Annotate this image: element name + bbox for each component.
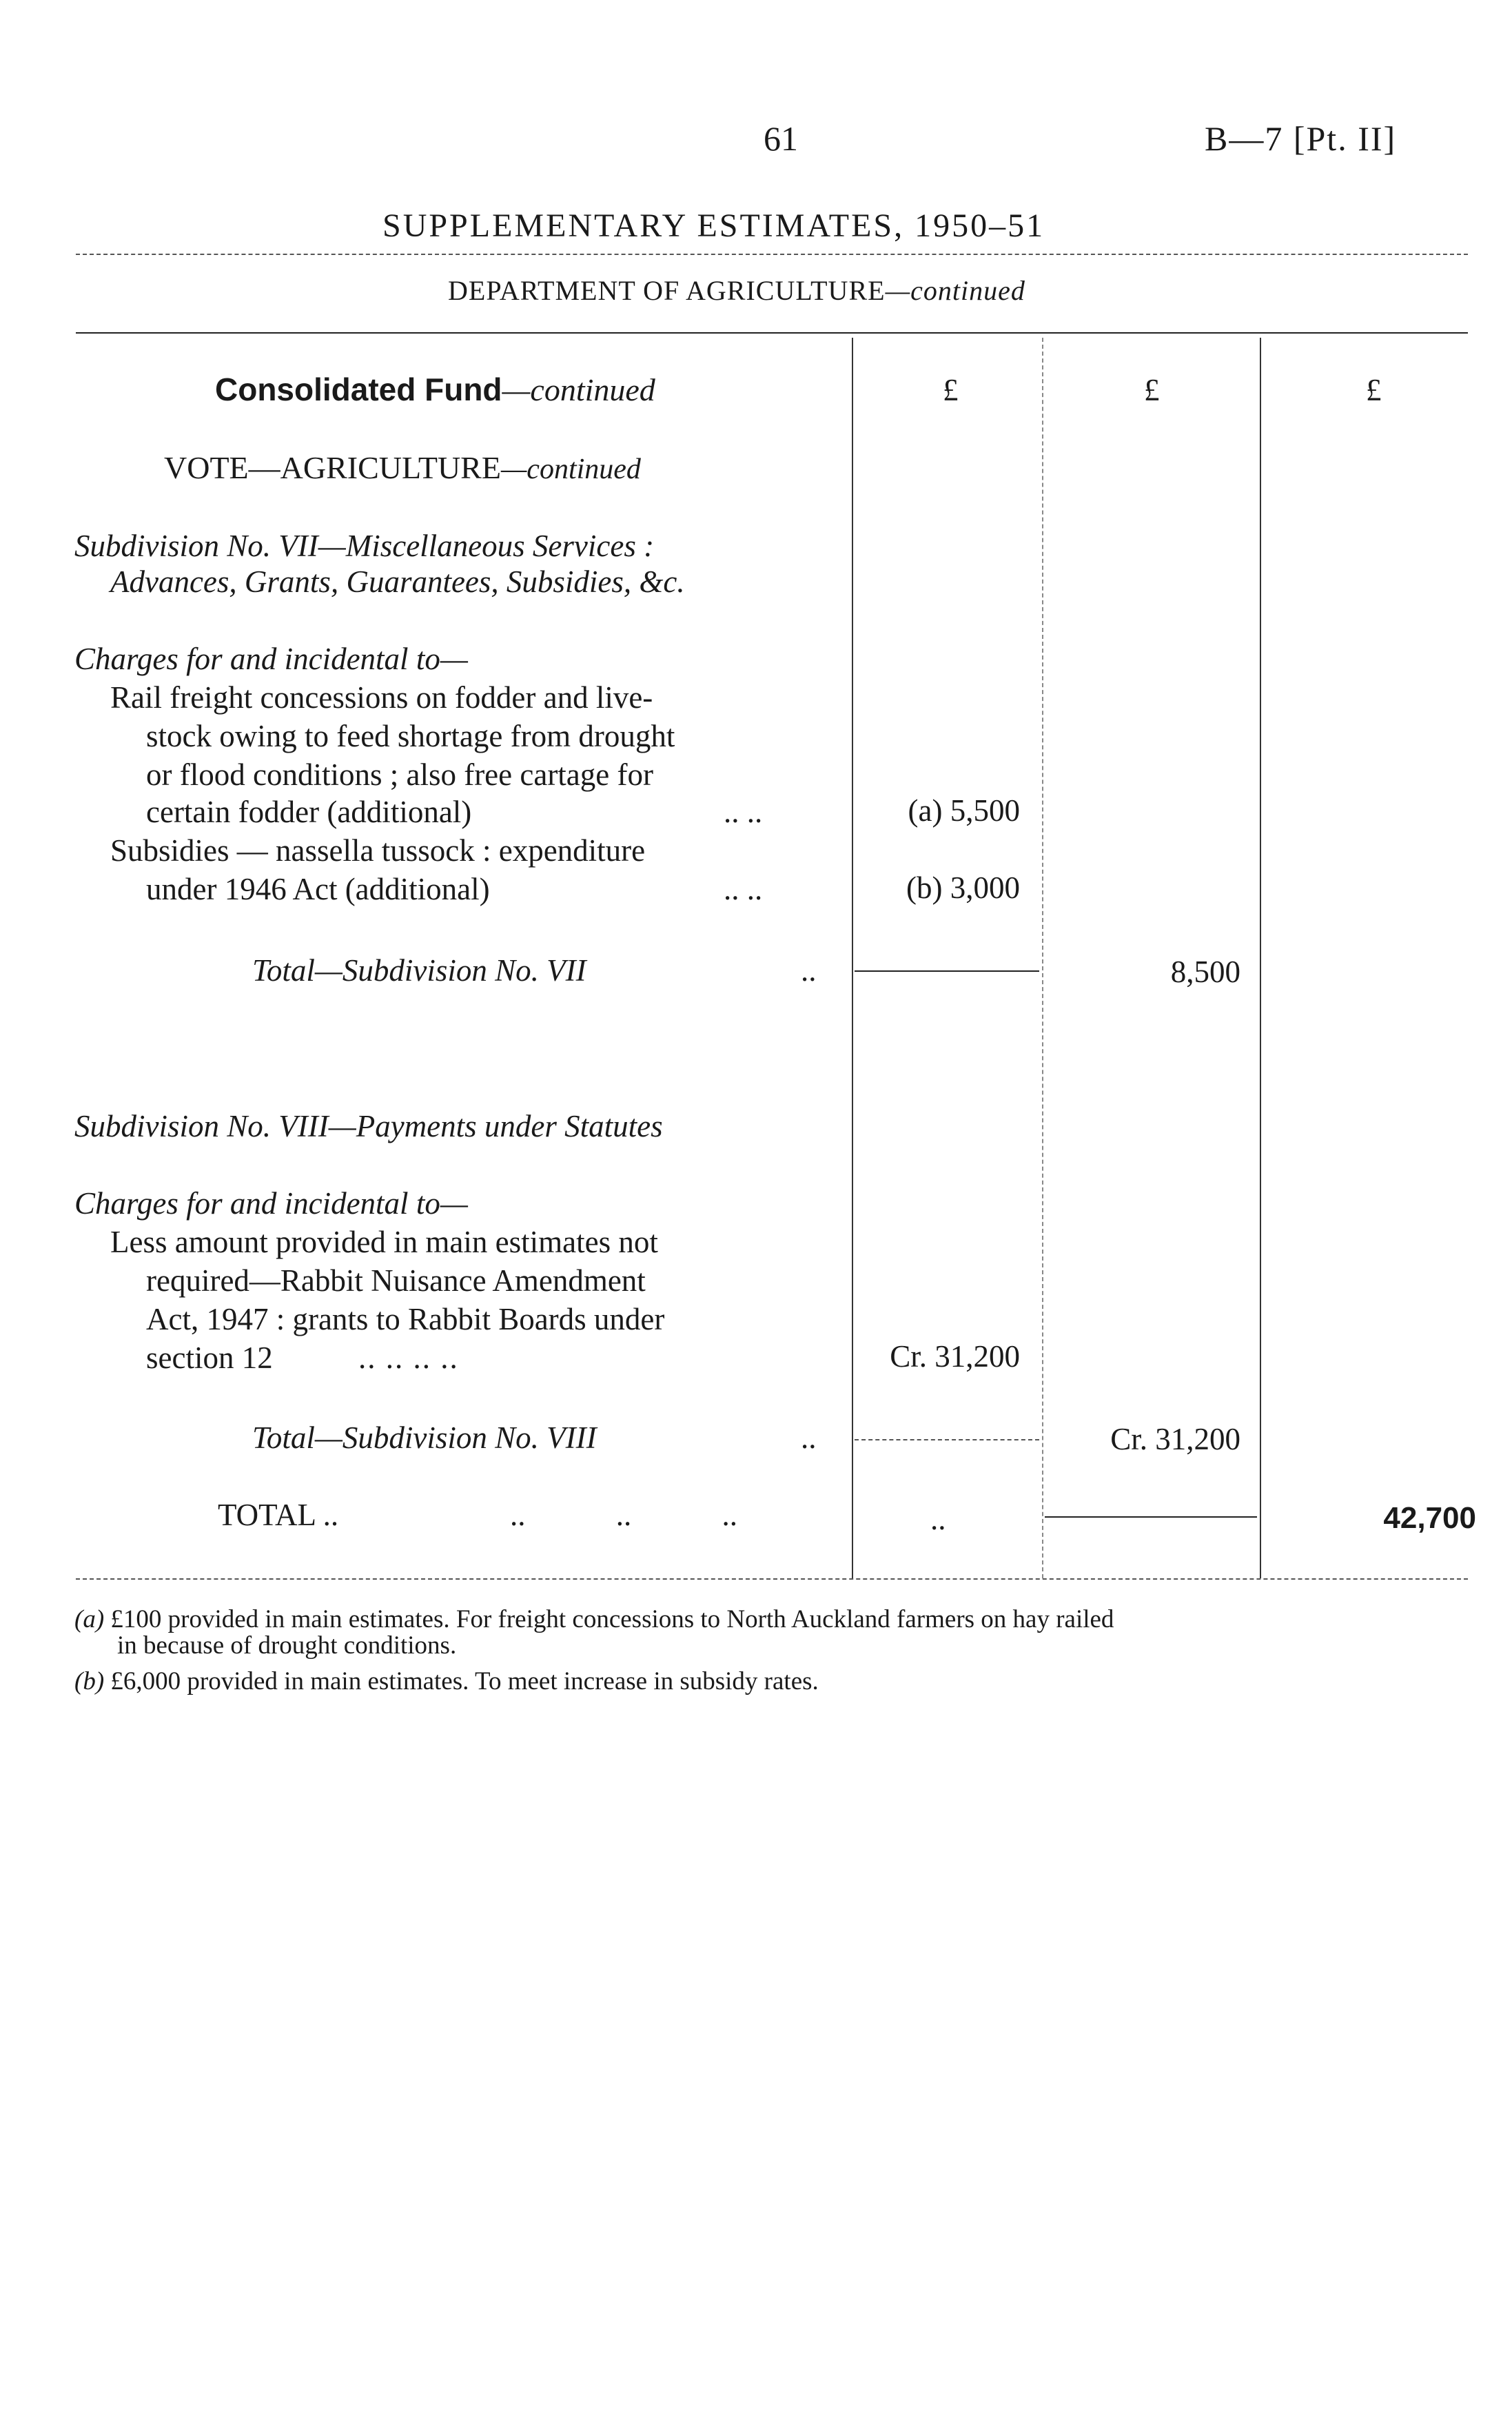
subdivision-8-total-label: Total—Subdivision No. VIII bbox=[252, 1420, 597, 1455]
table-top-rule bbox=[76, 332, 1468, 334]
vote-name: VOTE—AGRICULTURE bbox=[164, 450, 501, 485]
item-2-leader-dots: .. .. bbox=[724, 872, 763, 906]
item-1-line-2: stock owing to feed shortage from drought bbox=[146, 719, 675, 753]
item-3-amount: Cr. 31,200 bbox=[890, 1339, 1020, 1374]
fund-heading bbox=[215, 371, 655, 408]
page-title: SUPPLEMENTARY ESTIMATES, 1950–51 bbox=[382, 207, 1045, 244]
item-1-amount: (a) 5,500 bbox=[908, 793, 1020, 828]
item-1-line-1: Rail freight concessions on fodder and live- bbox=[110, 680, 653, 715]
subdivision-8-heading: Subdivision No. VIII—Payments under Statutes bbox=[74, 1109, 663, 1143]
item-1-leader-dots: .. .. bbox=[724, 795, 763, 829]
item-1-line-4: certain fodder (additional) bbox=[146, 795, 472, 829]
subdivision-8-total-dots: .. bbox=[801, 1420, 817, 1455]
grand-total-label: TOTAL .. bbox=[218, 1498, 339, 1532]
column-3-unit: £ bbox=[1366, 373, 1382, 407]
footnote-b bbox=[74, 1668, 819, 1695]
department-heading bbox=[448, 274, 1025, 307]
vote-continued: —continued bbox=[500, 454, 641, 485]
item-2-line-2: under 1946 Act (additional) bbox=[146, 872, 490, 906]
column-rule-3 bbox=[1260, 338, 1261, 1578]
fund-continued: —continued bbox=[502, 372, 655, 407]
item-1-line-3: or flood conditions ; also free cartage for bbox=[146, 757, 653, 792]
column-1-unit: £ bbox=[943, 373, 959, 407]
vote-heading bbox=[164, 449, 641, 486]
subdivision-7-heading-line1: Subdivision No. VII—Miscellaneous Services : bbox=[74, 529, 655, 563]
subdivision-7-heading-line2: Advances, Grants, Guarantees, Subsidies, &c. bbox=[110, 564, 685, 599]
department-continued: —continued bbox=[885, 275, 1025, 306]
grand-total-subtotal-rule bbox=[1045, 1516, 1257, 1518]
subdivision-7-subtotal-rule bbox=[855, 970, 1039, 972]
subdivision-7-total-amount: 8,500 bbox=[1170, 955, 1240, 989]
grand-total-amount: 42,700 bbox=[1383, 1501, 1476, 1535]
subdivision-7-total-label: Total—Subdivision No. VII bbox=[252, 953, 586, 988]
item-3-line-2: required—Rabbit Nuisance Amendment bbox=[146, 1263, 646, 1298]
footnote-a-line1: £100 provided in main estimates. For freight concessions to North Auckland farmers on hay railed bbox=[110, 1605, 1114, 1633]
fund-name: Consolidated Fund bbox=[215, 371, 502, 407]
item-2-line-1: Subsidies — nassella tussock : expenditure bbox=[110, 833, 646, 868]
footnote-a bbox=[74, 1606, 1114, 1633]
footnote-a-continuation: in because of drought conditions. bbox=[117, 1631, 457, 1660]
column-rule-1 bbox=[852, 338, 853, 1578]
item-3-leader-dots: .. .. .. .. bbox=[358, 1341, 459, 1375]
table-bottom-rule bbox=[76, 1578, 1468, 1580]
item-3-line-4: section 12 bbox=[146, 1341, 273, 1375]
footnote-b-marker: (b) bbox=[74, 1667, 105, 1695]
subdivision-7-charges-label: Charges for and incidental to— bbox=[74, 642, 468, 676]
grand-total-col1-dots: .. bbox=[930, 1502, 946, 1536]
page-number: 61 bbox=[764, 119, 798, 158]
column-2-unit: £ bbox=[1144, 373, 1160, 407]
document-reference: B—7 [Pt. II] bbox=[1205, 119, 1397, 158]
item-2-amount: (b) 3,000 bbox=[906, 870, 1020, 905]
subdivision-8-charges-label: Charges for and incidental to— bbox=[74, 1186, 468, 1221]
column-rule-2 bbox=[1042, 338, 1043, 1578]
footnote-a-marker: (a) bbox=[74, 1605, 105, 1633]
subdivision-8-subtotal-rule bbox=[855, 1439, 1039, 1440]
department-name: DEPARTMENT OF AGRICULTURE bbox=[448, 275, 886, 306]
footnote-b-line1: £6,000 provided in main estimates. To meet increase in subsidy rates. bbox=[110, 1667, 819, 1695]
grand-total-leader-dots: .. .. .. bbox=[510, 1498, 737, 1532]
subdivision-8-total-amount: Cr. 31,200 bbox=[1110, 1422, 1240, 1456]
subdivision-7-total-dots: .. bbox=[801, 953, 817, 988]
item-3-line-1: Less amount provided in main estimates not bbox=[110, 1225, 658, 1259]
item-3-line-3: Act, 1947 : grants to Rabbit Boards under bbox=[146, 1302, 665, 1336]
title-rule bbox=[76, 254, 1468, 255]
